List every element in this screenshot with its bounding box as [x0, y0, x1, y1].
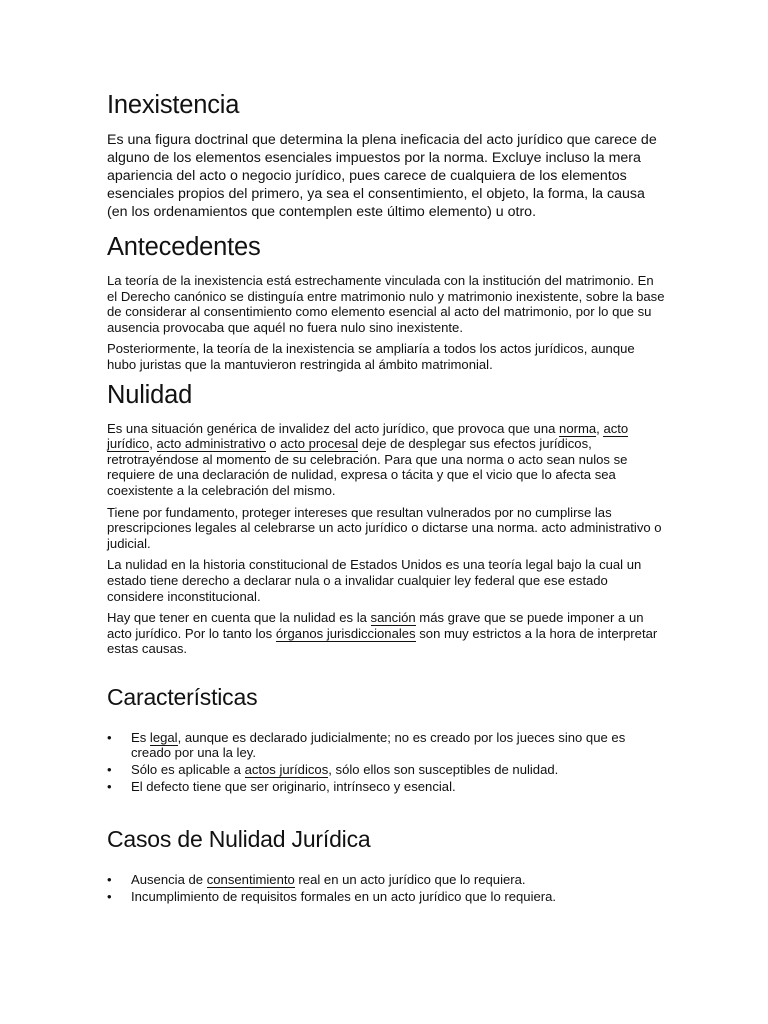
text-run: Ausencia de — [131, 871, 207, 887]
text-run: , — [596, 420, 604, 436]
link-actos-juridicos[interactable]: actos jurídicos — [244, 762, 329, 778]
link-acto-administrativo[interactable]: acto administrativo — [156, 436, 266, 452]
list-casos-nulidad — [107, 872, 667, 904]
paragraph-nulidad-3: La nulidad en la historia constitucional de Estados Unidos es una teoría legal bajo la cual un estado tiene derecho a declarar nula o a invalidar cualquier ley federal que ese estado considere inconstitucional. — [107, 557, 642, 604]
text-run: , — [149, 436, 157, 452]
text-run: El defecto tiene que ser originario, intrínseco y esencial. — [131, 779, 456, 795]
paragraph-nulidad-2: Tiene por fundamento, proteger intereses que resultan vulnerados por no cumplirse las prescripciones legales al celebrarse un acto jurídico o dictarse una norma. acto administrativo o judicial. — [107, 504, 662, 551]
heading-antecedentes: Antecedentes — [107, 233, 261, 261]
text-run: o — [265, 436, 281, 452]
text-run: Incumplimiento de requisitos formales en un acto jurídico que lo requiera. — [131, 888, 557, 904]
heading-nulidad: Nulidad — [107, 380, 193, 409]
link-organos-jurisdiccionales[interactable]: órganos jurisdiccionales — [275, 625, 416, 641]
text-run: son muy estrictos a la hora de interpretar estas causas. — [107, 625, 658, 657]
link-norma[interactable]: norma — [559, 420, 597, 436]
heading-casos-nulidad: Casos de Nulidad Jurídica — [107, 825, 371, 852]
list-caracteristicas — [107, 730, 667, 795]
paragraph-antecedentes-2: Posteriormente, la teoría de la inexistencia se ampliaría a todos los actos jurídicos, aunque hubo juristas que la mantuvieron restringida al ámbito matrimonial. — [107, 341, 635, 372]
bullet-icon: • — [107, 888, 112, 904]
bullet-icon: • — [107, 871, 112, 887]
text-run: , sólo ellos son susceptibles de nulidad. — [328, 762, 559, 778]
link-acto-juridico[interactable]: acto jurídico — [107, 420, 629, 452]
link-acto-procesal[interactable]: acto procesal — [280, 436, 359, 452]
list-item — [107, 872, 667, 888]
list-item — [107, 889, 667, 905]
bullet-icon: • — [107, 779, 112, 795]
paragraph-nulidad-4 — [107, 610, 667, 657]
list-item — [107, 762, 667, 778]
bullet-icon: • — [107, 762, 112, 778]
link-legal[interactable]: legal — [149, 729, 178, 745]
text-run: deje de desplegar sus efectos jurídicos, retrotrayéndose al momento de su celebración. Para que una norma o acto sean nulos se requiere de una declaración de nulidad, expresa o tácita y que el vicio que lo afecta sea coexistente a la celebración del mismo. — [107, 436, 628, 498]
list-item — [107, 779, 667, 795]
bullet-icon: • — [107, 729, 112, 745]
paragraph-antecedentes-1: La teoría de la inexistencia está estrechamente vinculada con la institución del matrimonio. En el Derecho canónico se distinguía entre matrimonio nulo y matrimonio inexistente, sobre la base de considerar al consentimiento como elemento esencial al acto del matrimonio, por lo que su ausencia provocaba que aquél no fuera nulo sino inexistente. — [107, 273, 665, 335]
list-item — [107, 730, 667, 761]
text-run: más grave que se puede imponer a un acto jurídico. Por lo tanto los — [107, 610, 644, 641]
text-run: , aunque es declarado judicialmente; no es creado por los jueces sino que es creado por una la ley. — [131, 729, 626, 761]
text-run: Es una situación genérica de invalidez del acto jurídico, que provoca que una — [107, 420, 560, 436]
text-run: Sólo es aplicable a — [131, 762, 245, 778]
document-page — [107, 88, 667, 906]
text-run: Hay que tener en cuenta que la nulidad es la — [107, 610, 371, 626]
paragraph-nulidad-1 — [107, 421, 667, 499]
link-sancion[interactable]: sanción — [370, 610, 416, 626]
link-consentimiento[interactable]: consentimiento — [206, 871, 295, 887]
heading-caracteristicas: Características — [107, 683, 258, 710]
paragraph-inexistencia: Es una figura doctrinal que determina la plena ineficacia del acto jurídico que carece de alguno de los elementos esenciales impuestos por la norma. Excluye incluso la mera apariencia del acto o negocio jurídico, pues carece de cualquiera de los elementos esenciales propios del primero, ya sea el consentimiento, el objeto, la forma, la causa (en los ordenamientos que contemplen este último elemento) u otro. — [107, 132, 657, 220]
text-run: Es — [131, 729, 150, 745]
heading-inexistencia: Inexistencia — [107, 91, 240, 119]
text-run: real en un acto jurídico que lo requiera. — [294, 871, 526, 887]
